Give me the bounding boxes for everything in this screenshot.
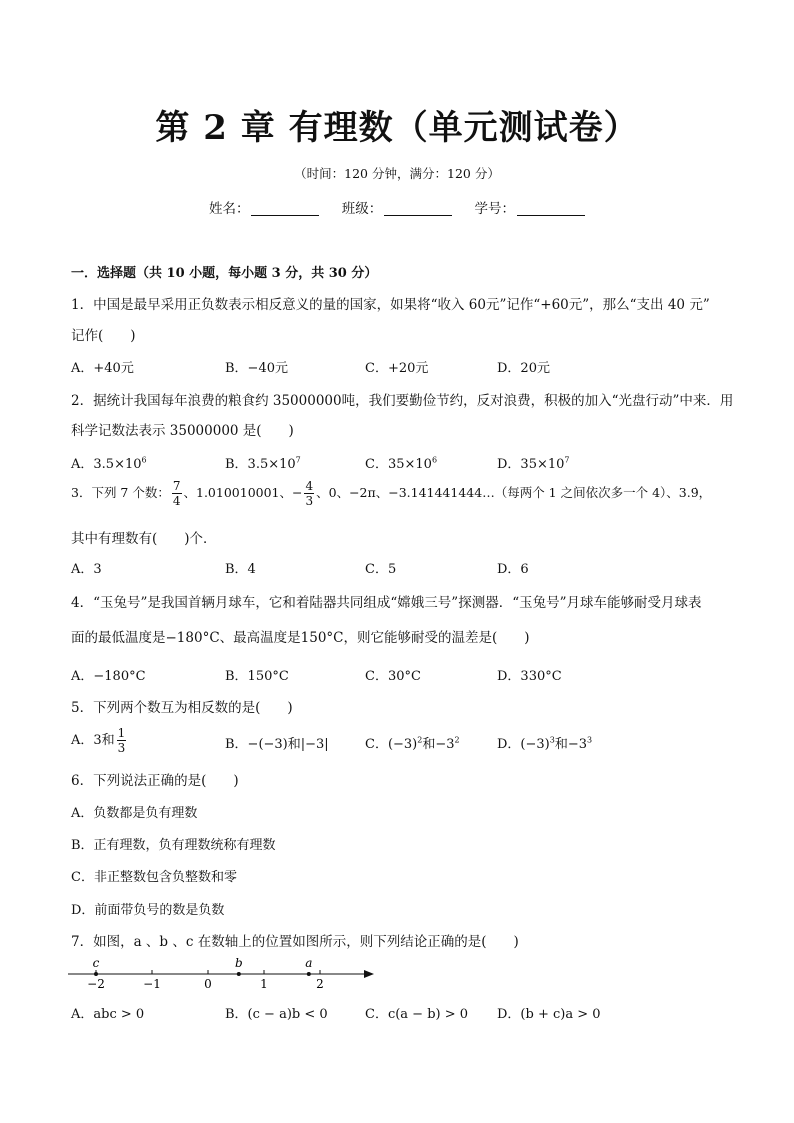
q2-option-a (71, 453, 147, 472)
q1-stem-line2: 记作( ) (71, 328, 136, 344)
q3-frac2-num: 4 (305, 479, 314, 493)
q2-stem-line2: 科学记数法表示 35000000 是( ) (71, 423, 294, 439)
q3-option-b: B．4 (225, 562, 256, 577)
q5-option-c-mid: 和−3 (422, 737, 455, 752)
q3-option-d: D．6 (497, 562, 529, 577)
section-title: 一．选择题（共 10 小题，每小题 3 分，共 30 分） (71, 266, 378, 281)
q4-option-d: D．330°C (497, 669, 562, 684)
number-line-point-label-b: b (234, 956, 243, 970)
q2-option-b (225, 453, 301, 472)
q2-stem-line1: 2．据统计我国每年浪费的粮食约 35000000吨，我们要勤俭节约，反对浪费，积极的加入“光盘行动”中来．用 (71, 393, 734, 409)
q4-option-b: B．150°C (225, 669, 289, 684)
q2-option-a-exp: 6 (141, 455, 147, 465)
q3-part3: 、0、−2π、−3.141441444…（每两个 1 之间依次多一个 4）、3. (316, 485, 691, 500)
q1-option-b: B．−40元 (225, 361, 288, 376)
q5-option-d-mid: 和−3 (554, 737, 587, 752)
q7-option-c: C．c(a − b) > 0 (365, 1007, 469, 1022)
q6-stem: 6．下列说法正确的是( ) (71, 773, 239, 789)
q4-option-c: C．30°C (365, 669, 421, 684)
q6-option-b: B．正有理数，负有理数统称有理数 (71, 838, 276, 853)
q5-option-d-exp1: 3 (549, 735, 555, 745)
name-blank[interactable] (251, 201, 319, 216)
name-field (209, 197, 320, 217)
q7-stem: 7．如图，a 、b 、c 在数轴上的位置如图所示，则下列结论正确的是( ) (71, 934, 519, 950)
student-info-row (0, 197, 794, 217)
number-line-tick-label: −2 (87, 977, 105, 991)
q5-option-c-exp2: 2 (454, 735, 460, 745)
q5-option-c (365, 733, 460, 752)
q3-stem-line2: 其中有理数有( )个． (71, 531, 217, 547)
q1-stem-line1: 1．中国是最早采用正负数表示相反意义的量的国家，如果将“收入 60元”记作“+60元”，那么“支出 40 元” (71, 297, 710, 313)
q7-option-d: D．(b + c)a > 0 (497, 1007, 601, 1022)
q3-option-a: A．3 (71, 562, 102, 577)
q3-part2: 、1.010010001、− (183, 485, 303, 500)
q5-fraction-1-3 (117, 727, 127, 754)
q3-stem-line1 (71, 480, 711, 507)
number-line-tick-label: −1 (143, 977, 161, 991)
q6-option-d: D．前面带负号的数是负数 (71, 903, 225, 918)
q4-stem-line2: 面的最低温度是−180°C、最高温度是150°C，则它能够耐受的温差是( ) (71, 630, 530, 646)
q3-option-c: C．5 (365, 562, 397, 577)
q1-option-a: A．+40元 (71, 361, 134, 376)
number-line-tick-label: 2 (316, 977, 324, 991)
q3-fraction-7-4 (172, 480, 182, 507)
number-line-point-label-c: c (92, 956, 100, 970)
q3-frac1-num: 7 (172, 479, 181, 493)
number-line-arrow (364, 970, 374, 978)
q5-option-d (497, 733, 592, 752)
q5-option-a-prefix: A．3和 (71, 733, 115, 748)
q3-repeating-digit: 9̇ (690, 485, 699, 500)
q7-number-line (66, 956, 386, 992)
q5-option-d-base: D．(−3) (497, 737, 550, 752)
q5-option-c-base: C．(−3) (365, 737, 418, 752)
page-title: 第 2 章 有理数（单元测试卷） (155, 108, 639, 148)
number-line-point-c (94, 972, 98, 976)
q2-option-c-exp: 6 (431, 455, 438, 465)
q5-frac-den: 3 (117, 741, 126, 755)
q2-option-d (497, 453, 570, 472)
q3-frac2-den: 3 (305, 494, 314, 508)
q2-option-c-base: C．35×10 (365, 457, 432, 472)
class-blank[interactable] (384, 201, 452, 216)
q3-part4: ， (698, 485, 712, 500)
q6-option-c: C．非正整数包含负整数和零 (71, 870, 237, 885)
q5-option-a (71, 727, 128, 754)
q4-option-a: A．−180°C (71, 669, 146, 684)
student-id-blank[interactable] (517, 201, 585, 216)
q5-frac-num: 1 (117, 726, 126, 740)
number-line-tick-label: 1 (260, 977, 268, 991)
q7-option-a: A．abc > 0 (71, 1007, 145, 1022)
q5-option-d-exp2: 3 (587, 735, 593, 745)
class-field (342, 197, 453, 217)
q2-option-d-base: D．35×10 (497, 457, 565, 472)
q2-option-b-exp: 7 (295, 455, 301, 465)
q6-option-a: A．负数都是负有理数 (71, 806, 198, 821)
q5-option-c-exp1: 2 (417, 735, 423, 745)
name-label: 姓名： (208, 201, 250, 217)
q3-frac1-den: 4 (172, 494, 181, 508)
q4-stem-line1: 4．“玉兔号”是我国首辆月球车，它和着陆器共同组成“嫦娥三号”探测器．“玉兔号”月球车能够耐受月球表 (71, 595, 702, 611)
class-label: 班级： (341, 201, 383, 217)
number-line-point-a (307, 972, 311, 976)
q7-option-b: B．(c − a)b < 0 (225, 1007, 328, 1022)
q3-prefix: 3．下列 7 个数： (71, 485, 170, 500)
q2-option-d-exp: 7 (564, 455, 570, 465)
q5-option-b: B．−(−3)和|−3| (225, 737, 329, 752)
student-id-field (475, 197, 586, 217)
exam-time-note: （时间：120 分钟，满分：120 分） (294, 166, 500, 181)
q2-option-a-base: A．3.5×10 (71, 457, 142, 472)
q3-fraction-4-3 (304, 480, 314, 507)
number-line-point-label-a: a (305, 956, 313, 970)
q1-option-d: D．20元 (497, 361, 550, 376)
q5-stem: 5．下列两个数互为相反数的是( ) (71, 700, 293, 716)
q2-option-c (365, 453, 437, 472)
student-id-label: 学号： (474, 201, 516, 217)
number-line-tick-label: 0 (204, 977, 212, 991)
q1-option-c: C．+20元 (365, 361, 429, 376)
number-line-point-b (237, 972, 241, 976)
q2-option-b-base: B．3.5×10 (225, 457, 296, 472)
